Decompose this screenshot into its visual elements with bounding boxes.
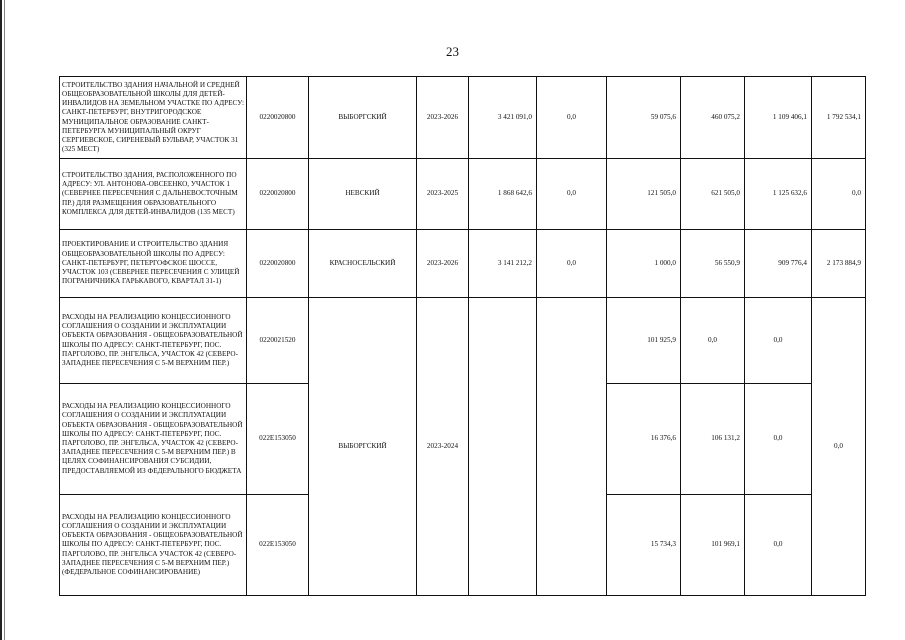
row-value-4: 1 125 632,6 — [745, 159, 812, 230]
row-value-4: 0,0 — [745, 298, 812, 384]
page-binding-edge-shadow — [4, 0, 5, 640]
row-name: СТРОИТЕЛЬСТВО ЗДАНИЯ НАЧАЛЬНОЙ И СРЕДНЕЙ ОБЩЕОБРАЗОВАТЕЛЬНОЙ ШКОЛЫ ДЛЯ ДЕТЕЙ-ИНВАЛИДОВ НА ЗЕМЕЛЬНОМ УЧАСТКЕ ПО АДРЕСУ: САНКТ-ПЕТЕРБУРГ, ВНУТРИГОРОДСКОЕ МУНИЦИПАЛЬНОЕ ОБРАЗОВАНИЕ САНКТ-ПЕТЕРБУРГА МУНИЦИПАЛЬНЫЙ ОКРУГ СЕРГИЕВСКОЕ, СИРЕНЕВЫЙ БУЛЬВАР, УЧАСТОК 31 (325 МЕСТ) — [60, 77, 247, 159]
row-value-2: 101 925,9 — [607, 298, 681, 384]
budget-table — [59, 76, 866, 596]
row-value-4: 0,0 — [745, 384, 812, 495]
row-value-3: 621 505,0 — [681, 159, 745, 230]
row-code: 022E153050 — [247, 495, 309, 596]
row-name: РАСХОДЫ НА РЕАЛИЗАЦИЮ КОНЦЕССИОННОГО СОГЛАШЕНИЯ О СОЗДАНИИ И ЭКСПЛУАТАЦИИ ОБЪЕКТА ОБРАЗОВАНИЯ - ОБЩЕОБРАЗОВАТЕЛЬНОЙ ШКОЛЫ ПО АДРЕСУ: САНКТ-ПЕТЕРБУРГ, ПОС. ПАРГОЛОВО, ПР. ЭНГЕЛЬСА, УЧАСТОК 42 (СЕВЕРО-ЗАПАДНЕЕ ПЕРЕСЕЧЕНИЯ С 5-М ВЕРХНИМ ПЕР.) — [60, 298, 247, 384]
row-value-2: 16 376,6 — [607, 384, 681, 495]
row-years: 2023-2026 — [417, 230, 469, 298]
group-years: 2023-2024 — [417, 298, 469, 596]
row-value-4: 1 109 406,1 — [745, 77, 812, 159]
row-years: 2023-2026 — [417, 77, 469, 159]
row-code: 0220020800 — [247, 77, 309, 159]
row-value-4: 909 776,4 — [745, 230, 812, 298]
row-district: НЕВСКИЙ — [309, 159, 417, 230]
row-value-3: 0,0 — [681, 298, 745, 384]
table-row — [60, 159, 866, 230]
page-number: 23 — [446, 44, 459, 59]
row-code: 0220020800 — [247, 230, 309, 298]
row-code: 0220020800 — [247, 159, 309, 230]
row-district: ВЫБОРГСКИЙ — [309, 77, 417, 159]
row-district: КРАСНОСЕЛЬСКИЙ — [309, 230, 417, 298]
row-value-5: 2 173 884,9 — [812, 230, 866, 298]
table-row — [60, 77, 866, 159]
row-name: СТРОИТЕЛЬСТВО ЗДАНИЯ, РАСПОЛОЖЕННОГО ПО АДРЕСУ: УЛ. АНТОНОВА-ОВСЕЕНКО, УЧАСТОК 1 (СЕВЕРНЕЕ ПЕРЕСЕЧЕНИЯ С ДАЛЬНЕВОСТОЧНЫМ ПР.) ДЛЯ РАЗМЕЩЕНИЯ ОБРАЗОВАТЕЛЬНОГО КОМПЛЕКСА ДЛЯ ДЕТЕЙ-ИНВАЛИДОВ (135 МЕСТ) — [60, 159, 247, 230]
group-value-5: 0,0 — [812, 298, 866, 596]
group-district: ВЫБОРГСКИЙ — [309, 298, 417, 596]
row-years: 2023-2025 — [417, 159, 469, 230]
group-value-1 — [537, 298, 607, 596]
row-value-3: 106 131,2 — [681, 384, 745, 495]
row-total: 3 141 212,2 — [469, 230, 537, 298]
row-value-2: 59 075,6 — [607, 77, 681, 159]
row-value-3: 56 550,9 — [681, 230, 745, 298]
row-value-1: 0,0 — [537, 77, 607, 159]
row-value-4: 0,0 — [745, 495, 812, 596]
table-row — [60, 230, 866, 298]
page-binding-edge — [0, 0, 2, 640]
row-total: 1 868 642,6 — [469, 159, 537, 230]
row-name: РАСХОДЫ НА РЕАЛИЗАЦИЮ КОНЦЕССИОННОГО СОГЛАШЕНИЯ О СОЗДАНИИ И ЭКСПЛУАТАЦИИ ОБЪЕКТА ОБРАЗОВАНИЯ - ОБЩЕОБРАЗОВАТЕЛЬНОЙ ШКОЛЫ ПО АДРЕСУ: САНКТ-ПЕТЕРБУРГ, ПОС. ПАРГОЛОВО, ПР. ЭНГЕЛЬСА УЧАСТОК 42 (СЕВЕРО-ЗАПАДНЕЕ ПЕРЕСЕЧЕНИЯ С 5-М ВЕРХНИМ ПЕР.) (ФЕДЕРАЛЬНОЕ СОФИНАНСИРОВАНИЕ) — [60, 495, 247, 596]
row-value-1: 0,0 — [537, 159, 607, 230]
row-total: 3 421 091,0 — [469, 77, 537, 159]
row-name: ПРОЕКТИРОВАНИЕ И СТРОИТЕЛЬСТВО ЗДАНИЯ ОБЩЕОБРАЗОВАТЕЛЬНОЙ ШКОЛЫ ПО АДРЕСУ: САНКТ-ПЕТЕРБУРГ, ПЕТЕРГОФСКОЕ ШОССЕ, УЧАСТОК 103 (СЕВЕРНЕЕ ПЕРЕСЕЧЕНИЯ С УЛИЦЕЙ ПОГРАНИЧНИКА ГАРЬКАВОГО, КВАРТАЛ 31-1) — [60, 230, 247, 298]
row-value-1: 0,0 — [537, 230, 607, 298]
row-value-2: 15 734,3 — [607, 495, 681, 596]
row-value-2: 121 505,0 — [607, 159, 681, 230]
row-code: 022E153050 — [247, 384, 309, 495]
row-value-2: 1 000,0 — [607, 230, 681, 298]
row-value-3: 101 969,1 — [681, 495, 745, 596]
group-total — [469, 298, 537, 596]
row-value-5: 1 792 534,1 — [812, 77, 866, 159]
row-value-5: 0,0 — [812, 159, 866, 230]
row-code: 0220021520 — [247, 298, 309, 384]
row-value-3: 460 075,2 — [681, 77, 745, 159]
table-row — [60, 298, 866, 384]
row-name: РАСХОДЫ НА РЕАЛИЗАЦИЮ КОНЦЕССИОННОГО СОГЛАШЕНИЯ О СОЗДАНИИ И ЭКСПЛУАТАЦИИ ОБЪЕКТА ОБРАЗОВАНИЯ - ОБЩЕОБРАЗОВАТЕЛЬНОЙ ШКОЛЫ ПО АДРЕСУ: САНКТ-ПЕТЕРБУРГ, ПОС. ПАРГОЛОВО, ПР. ЭНГЕЛЬСА, УЧАСТОК 42 (СЕВЕРО-ЗАПАДНЕЕ ПЕРЕСЕЧЕНИЯ С 5-М ВЕРХНИМ ПЕР.) В ЦЕЛЯХ СОФИНАНСИРОВАНИЯ СУБСИДИИ, ПРЕДОСТАВЛЯЕМОЙ ИЗ ФЕДЕРАЛЬНОГО БЮДЖЕТА — [60, 384, 247, 495]
